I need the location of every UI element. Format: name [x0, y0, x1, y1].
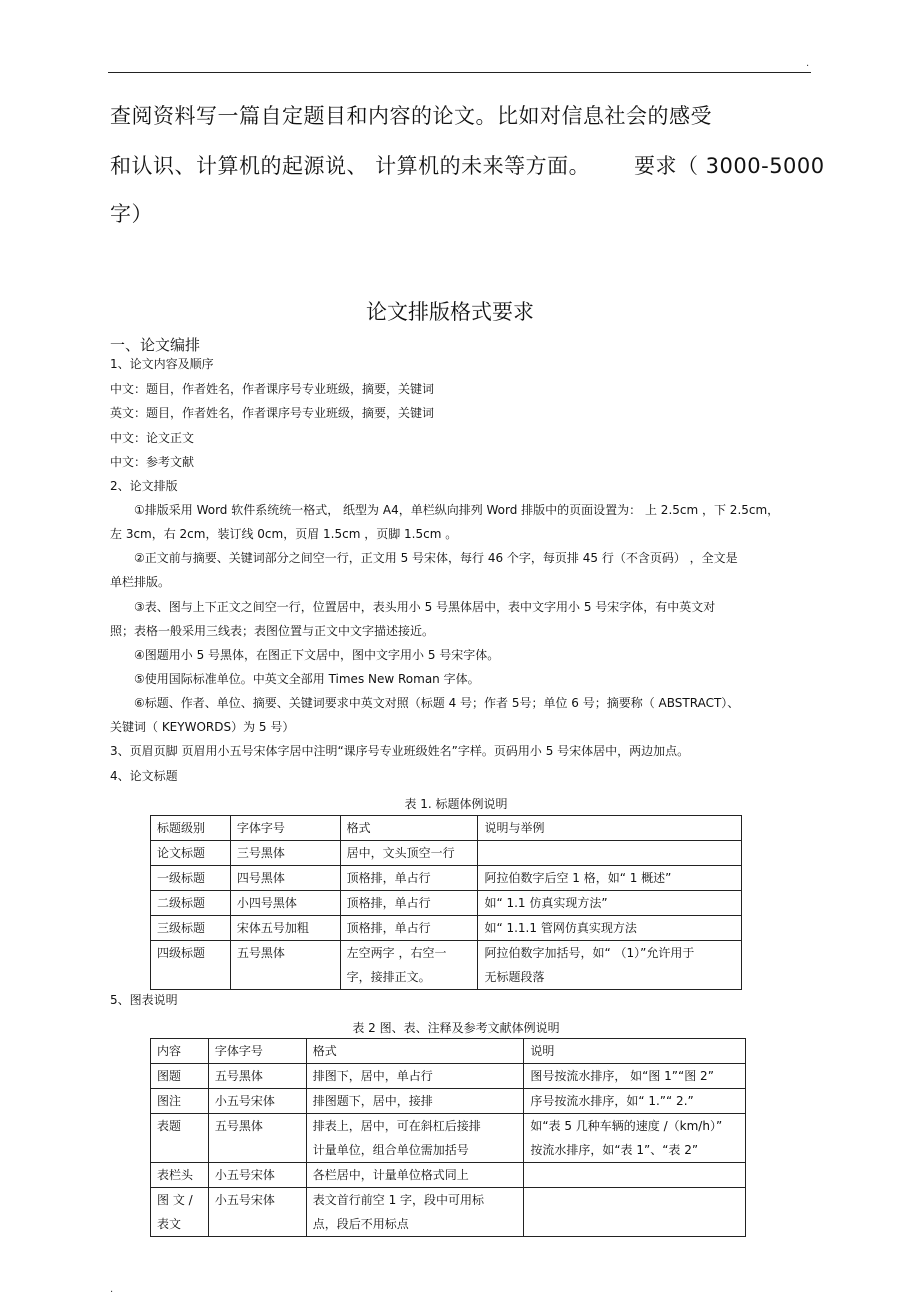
order-line-3: 中文：论文正文	[110, 431, 195, 445]
table-2-caption: 表 2 图、表、注释及参考文献体例说明	[352, 1021, 560, 1035]
table-cell: 五号黑体	[208, 1114, 306, 1163]
table-cell: 二级标题	[151, 891, 231, 916]
table-1-header-row	[151, 816, 742, 841]
table-cell: 小四号黑体	[230, 891, 340, 916]
table-cell: 三号黑体	[230, 841, 340, 866]
para-1b: 左 3cm，右 2cm，装订线 0cm，页眉 1.5cm ，页脚 1.5cm 。	[110, 527, 458, 541]
table-cell: 小五号宋体	[208, 1089, 306, 1114]
section-heading-1: 一、论文编排	[110, 336, 201, 354]
table-row	[151, 1188, 746, 1237]
item-2-heading: 2、论文排版	[110, 479, 178, 493]
order-line-4: 中文：参考文献	[110, 455, 195, 469]
intro-line-2a: 和认识、计算机的起源说、 计算机的未来等方面。	[110, 154, 591, 178]
table-cell: 排图题下，居中，接排	[306, 1089, 524, 1114]
table-cell: 小五号宋体	[208, 1163, 306, 1188]
table-cell: 五号黑体	[230, 941, 340, 990]
table-row	[151, 1089, 746, 1114]
table-row	[151, 891, 742, 916]
table-row	[151, 1163, 746, 1188]
table-1-header-cell: 标题级别	[151, 816, 231, 841]
table-1-caption: 表 1. 标题体例说明	[404, 797, 508, 811]
table-cell: 表文首行前空 1 字，段中可用标 点，段后不用标点	[306, 1188, 524, 1237]
intro-line-2b: 要求（ 3000-5000	[634, 154, 825, 178]
table-cell: 顶格排，单占行	[340, 866, 478, 891]
table-cell: 左空两字 ，右空一 字，接排正文。	[340, 941, 478, 990]
item-4-heading: 4、论文标题	[110, 769, 178, 783]
table-cell: 表栏头	[151, 1163, 209, 1188]
para-6b: 关键词（ KEYWORDS）为 5 号）	[110, 720, 295, 734]
table-cell: 四号黑体	[230, 866, 340, 891]
table-cell: 论文标题	[151, 841, 231, 866]
para-1a: ①排版采用 Word 软件系统统一格式， 纸型为 A4，单栏纵向排列 Word 排版中的页面设置为： 上 2.5cm ，下 2.5cm，	[134, 503, 780, 517]
table-cell: 图注	[151, 1089, 209, 1114]
intro-line-1: 查阅资料写一篇自定题目和内容的论文。比如对信息社会的感受	[110, 104, 712, 128]
order-line-2: 英文：题目，作者姓名，作者课序号专业班级，摘要，关键词	[110, 406, 435, 420]
table-2-header-row	[151, 1039, 746, 1064]
para-3a: ③表、图与上下正文之间空一行，位置居中，表头用小 5 号黑体居中，表中文字用小 5 号宋字体，有中英文对	[134, 600, 716, 614]
table-cell: 顶格排，单占行	[340, 891, 478, 916]
table-cell: 居中，文头顶空一行	[340, 841, 478, 866]
table-row	[151, 916, 742, 941]
para-3b: 照；表格一般采用三线表；表图位置与正文中文字描述接近。	[110, 624, 435, 638]
table-cell: 阿拉伯数字后空 1 格，如“ 1 概述”	[478, 866, 742, 891]
header-rule	[108, 72, 811, 73]
table-cell: 各栏居中，计量单位格式同上	[306, 1163, 524, 1188]
table-row	[151, 1064, 746, 1089]
table-cell: 三级标题	[151, 916, 231, 941]
table-cell: 图题	[151, 1064, 209, 1089]
para-6a: ⑥标题、作者、单位、摘要、关键词要求中英文对照（标题 4 号；作者 5号；单位 6 号；摘要称（ ABSTRACT）、	[134, 696, 740, 710]
table-2-header-cell: 说明	[524, 1039, 746, 1064]
table-2-header-cell: 内容	[151, 1039, 209, 1064]
table-cell: 如“ 1.1.1 管网仿真实现方法	[478, 916, 742, 941]
table-2-header-cell: 字体字号	[208, 1039, 306, 1064]
table-cell: 五号黑体	[208, 1064, 306, 1089]
table-cell: 宋体五号加粗	[230, 916, 340, 941]
table-cell: 阿拉伯数字加括号，如“ （1）”允许用于 无标题段落	[478, 941, 742, 990]
table-cell: 如“表 5 几种车辆的速度 /（km/h）” 按流水排序，如“表 1”、“表 2”	[524, 1114, 746, 1163]
table-cell: 顶格排，单占行	[340, 916, 478, 941]
table-cell: 表题	[151, 1114, 209, 1163]
table-cell: 四级标题	[151, 941, 231, 990]
para-2b: 单栏排版。	[110, 575, 171, 589]
table-2	[150, 1038, 746, 1237]
order-line-1: 中文：题目，作者姓名，作者课序号专业班级，摘要，关键词	[110, 382, 435, 396]
table-2-header-cell: 格式	[306, 1039, 524, 1064]
table-cell	[478, 841, 742, 866]
para-5: ⑤使用国际标准单位。中英文全部用 Times New Roman 字体。	[134, 672, 480, 686]
table-row	[151, 841, 742, 866]
table-cell: 序号按流水排序，如“ 1.”“ 2.”	[524, 1089, 746, 1114]
table-cell: 一级标题	[151, 866, 231, 891]
table-1	[150, 815, 742, 990]
doc-title: 论文排版格式要求	[366, 300, 534, 324]
table-cell: 图 文 / 表文	[151, 1188, 209, 1237]
table-cell	[524, 1163, 746, 1188]
item-1-heading: 1、论文内容及顺序	[110, 357, 214, 371]
table-1-header-cell: 格式	[340, 816, 478, 841]
table-cell: 排表上，居中，可在斜杠后接排 计量单位，组合单位需加括号	[306, 1114, 524, 1163]
para-4: ④图题用小 5 号黑体，在图正下文居中，图中文字用小 5 号宋字体。	[134, 648, 500, 662]
table-cell: 如“ 1.1 仿真实现方法”	[478, 891, 742, 916]
header-dot: .	[806, 58, 810, 69]
table-cell: 图号按流水排序， 如“图 1”“图 2”	[524, 1064, 746, 1089]
para-2a: ②正文前与摘要、关键词部分之间空一行，正文用 5 号宋体，每行 46 个字，每页排 45 行（不含页码） ，全文是	[134, 551, 738, 565]
table-row	[151, 866, 742, 891]
item-5-heading: 5、图表说明	[110, 993, 178, 1007]
table-1-header-cell: 字体字号	[230, 816, 340, 841]
footer-dot: .	[110, 1284, 114, 1295]
intro-line-3: 字）	[110, 202, 153, 226]
table-cell: 排图下，居中，单占行	[306, 1064, 524, 1089]
table-row	[151, 941, 742, 990]
item-3-heading: 3、页眉页脚 页眉用小五号宋体字居中注明“课序号专业班级姓名”字样。页码用小 5 号宋体居中，两边加点。	[110, 744, 690, 758]
table-cell: 小五号宋体	[208, 1188, 306, 1237]
table-1-header-cell: 说明与举例	[478, 816, 742, 841]
table-row	[151, 1114, 746, 1163]
table-cell	[524, 1188, 746, 1237]
